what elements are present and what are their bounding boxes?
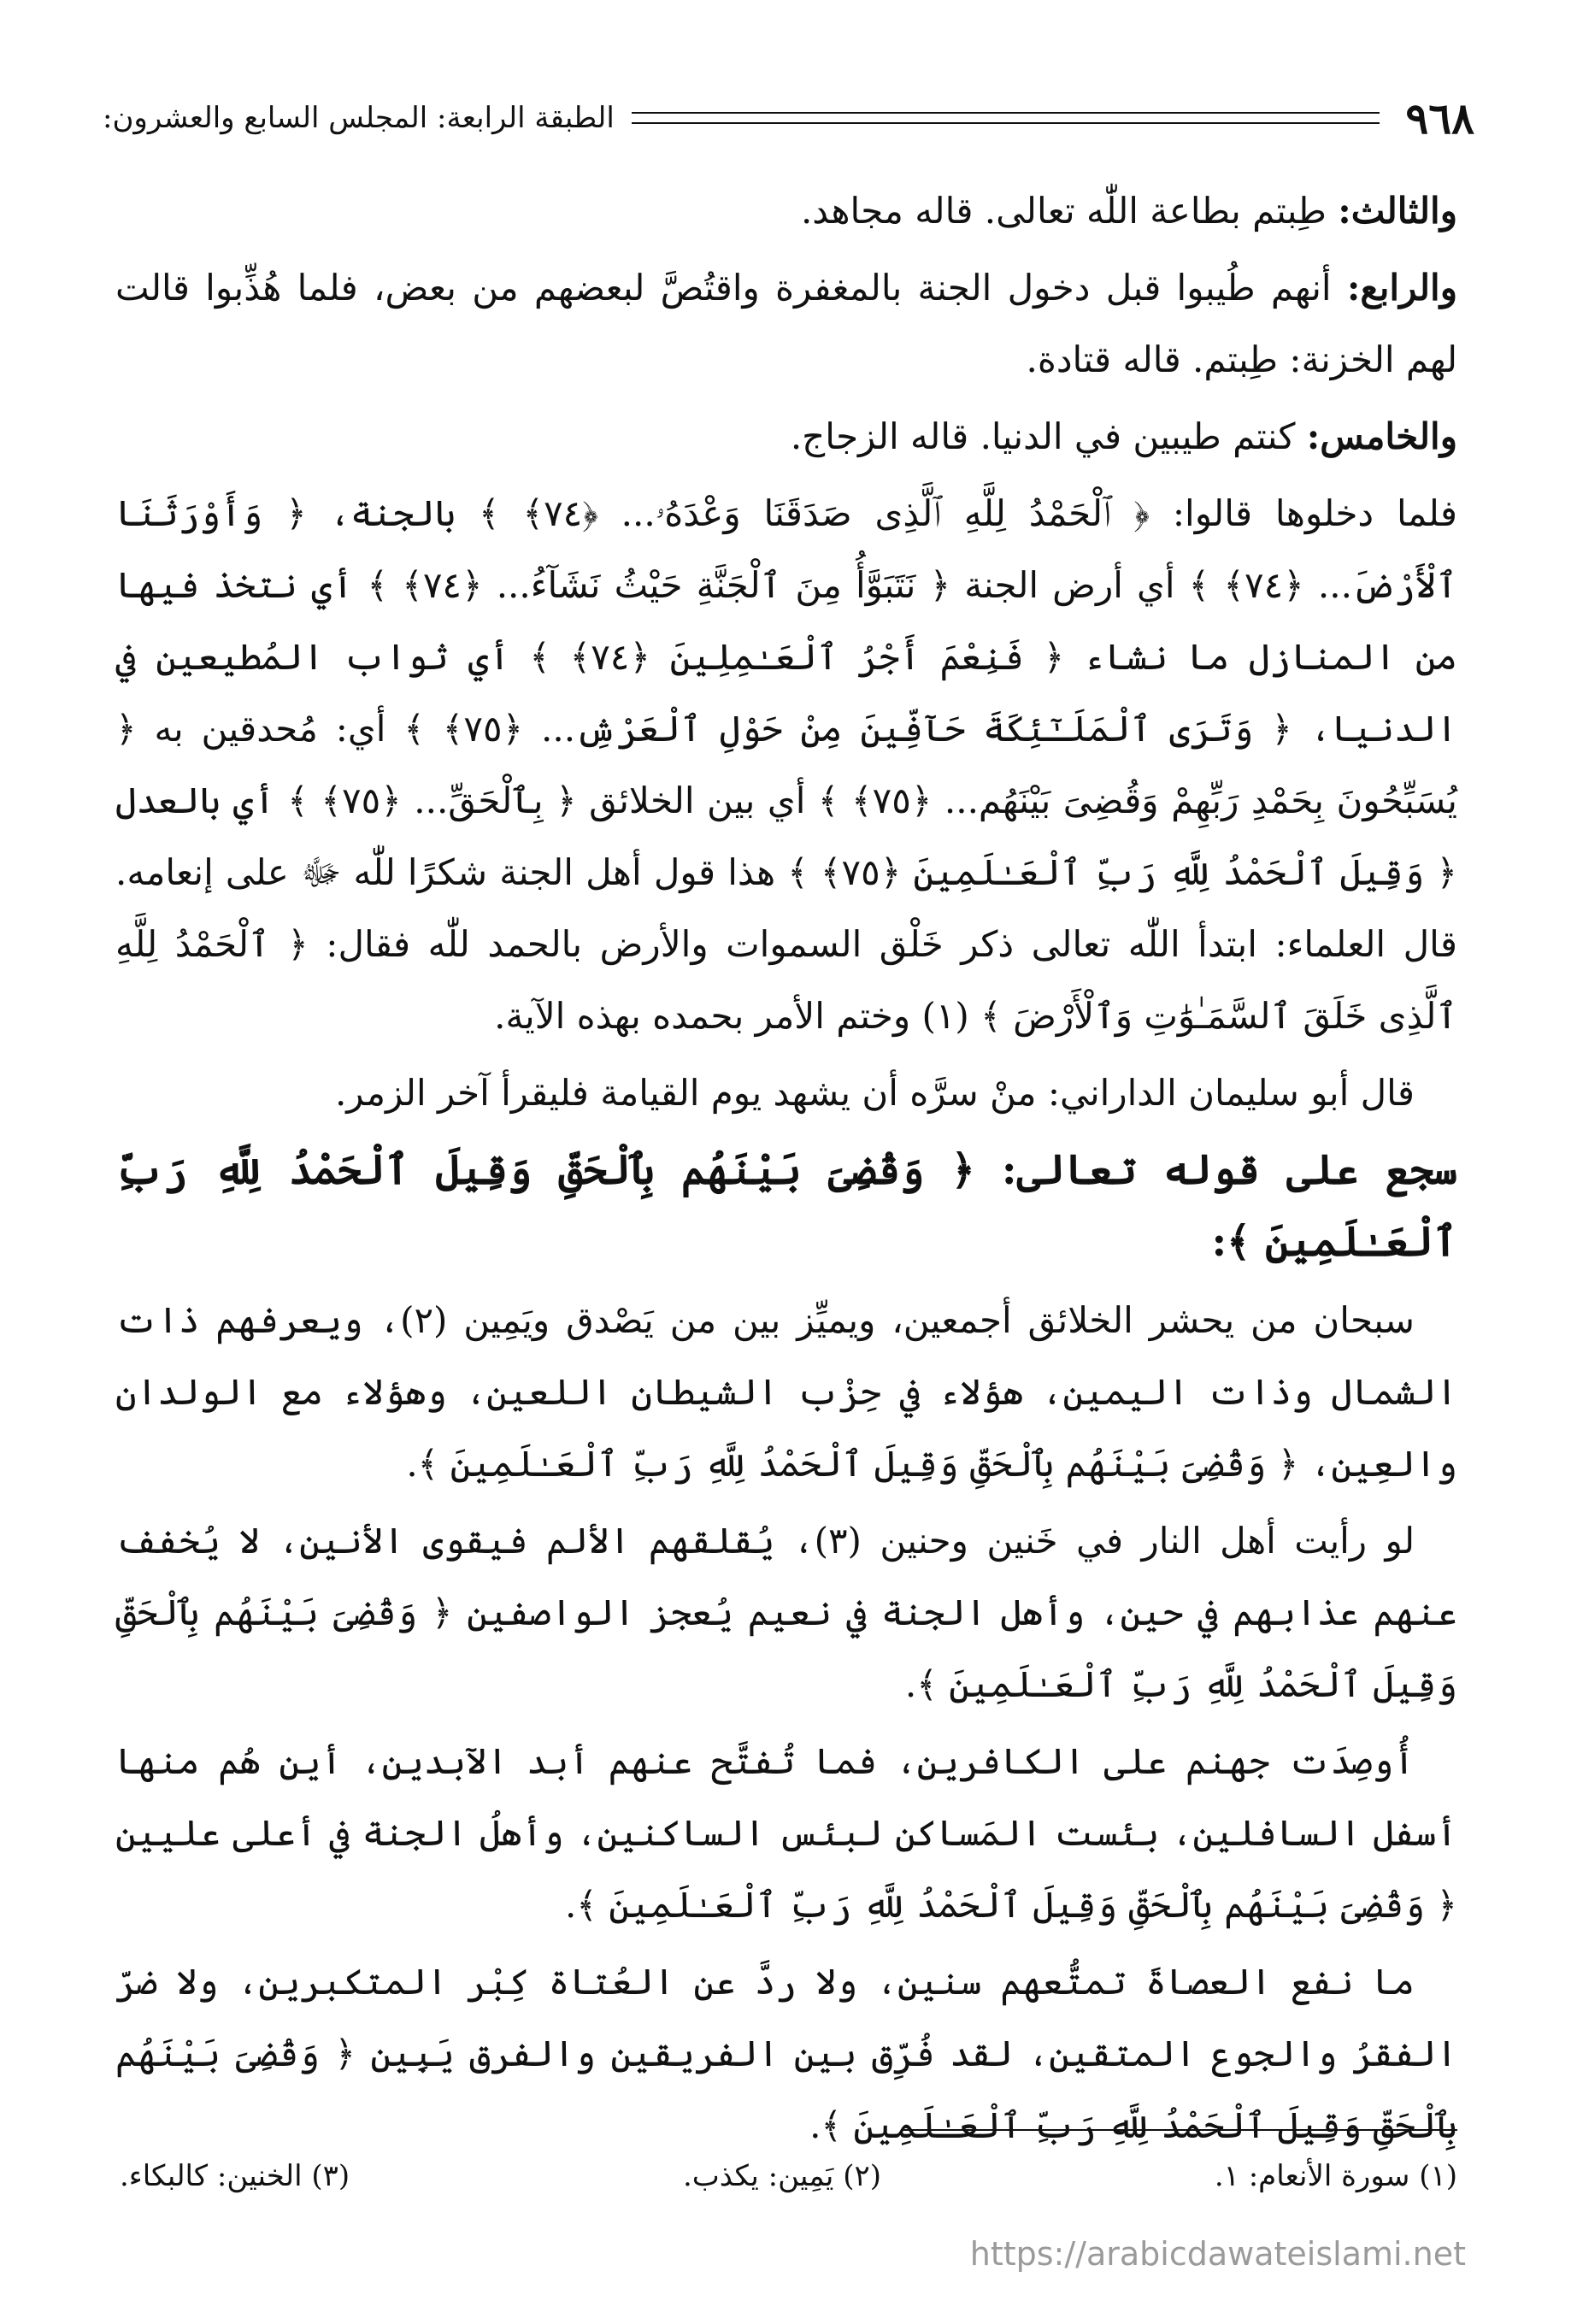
page-number: ٩٦٨: [1405, 92, 1474, 144]
page-body: [115, 175, 1457, 2167]
paragraph-text: فلما دخلوها قالوا: ﴿ ٱلْحَمْدُ لِلَّهِ ٱلَّذِى صَدَقَنَا وَعْدَهُۥ... ﴿٧٤﴾ ﴾ بالجنة، ﴿ وَأَوْرَثَنَا ٱلْأَرْضَ... ﴿٧٤﴾ ﴾ أي أرض الجنة ﴿ نَتَبَوَّأُ مِنَ ٱلْجَنَّةِ حَيْثُ نَشَآءُ... ﴿٧٤﴾ ﴾ أي نتخذ فيها من المنازل ما نشاء ﴿ فَنِعْمَ أَجْرُ ٱلْعَـٰمِلِينَ ﴿٧٤﴾ ﴾ أي ثواب المُطيعين في الدنيا، ﴿ وَتَرَى ٱلْمَلَـٰٓئِكَةَ حَآفِّينَ مِنْ حَوْلِ ٱلْعَرْشِ... ﴿٧٥﴾ ﴾ أي: مُحدقين به ﴿ يُسَبِّحُونَ بِحَمْدِ رَبِّهِمْ وَقُضِىَ بَيْنَهُم... ﴿٧٥﴾ ﴾ أي بين الخلائق ﴿ بِٱلْحَقِّ... ﴿٧٥﴾ ﴾ أي بالعدل ﴿ وَقِيلَ ٱلْحَمْدُ لِلَّهِ رَبِّ ٱلْعَـٰلَمِينَ ﴿٧٥﴾ ﴾ هذا قول أهل الجنة شكرًا للّٰه ﷻ على إنعامه. قال العلماء: ابتدأ اللّٰه تعالى ذكر خَلْق السموات والأرض بالحمد للّٰه فقال: ﴿ ٱلْحَمْدُ لِلَّهِ ٱلَّذِى خَلَقَ ٱلسَّمَـٰوَٰتِ وَٱلْأَرْضَ ﴾ (١) وختم الأمر بحمده بهذه الآية.: [115, 492, 1458, 1037]
page-header: [103, 92, 1474, 144]
paragraph-text: قال أبو سليمان الداراني: منْ سرَّه أن يشهد يوم القيامة فليقرأ آخر الزمر.: [334, 1072, 1415, 1114]
paragraph-lead: والخامس:: [1306, 415, 1457, 457]
footnote-1: (١) سورة الأنعام: ١.: [1214, 2159, 1457, 2193]
saj-paragraph: أُوصِدَت جهنم على الكافرين، فما تُفتَّح عنهم أبد الآبدين، أين هُم منها أسفل السافلين، بئست المَساكن لبئس الساكنين، وأهلُ الجنة في أعلى عليين ﴿ وَقُضِىَ بَيْنَهُم بِٱلْحَقِّ وَقِيلَ ٱلْحَمْدُ لِلَّهِ رَبِّ ٱلْعَـٰلَمِينَ ﴾.: [115, 1740, 1457, 1926]
section-heading: سجع على قوله تعالى: ﴿ وَقُضِىَ بَيْنَهُم بِٱلْحَقِّ وَقِيلَ ٱلْحَمْدُ لِلَّهِ رَبِّ ٱلْعَـٰلَمِينَ ﴾:: [115, 1146, 1457, 1266]
running-title: الطبقة الرابعة: المجلس السابع والعشرون:: [103, 101, 615, 135]
paragraph-third-opinion: [115, 175, 1457, 247]
saj-paragraph: ما نفع العصاةَ تمتُّعهم سنين، ولا ردَّ عن العُتاة كِبْر المتكبرين، ولا ضرّ الفقرُ والجوع المتقين، لقد فُرِّق بين الفريقين والفرق يَبِين ﴿ وَقُضِىَ بَيْنَهُم بِٱلْحَقِّ وَقِيلَ ٱلْحَمْدُ لِلَّهِ رَبِّ ٱلْعَـٰلَمِينَ ﴾.: [115, 1961, 1457, 2146]
paragraph-fifth-opinion: [115, 401, 1457, 473]
paragraph-fourth-opinion: [115, 252, 1457, 396]
footnote-2: (٢) يَمِين: يكذب.: [682, 2159, 881, 2193]
paragraph-quote: [115, 1057, 1457, 1129]
header-double-rule: [632, 112, 1380, 124]
saj-paragraph: لو رأيت أهل النار في خَنين وحنين (٣)، يُقلقهم الألم فيقوى الأنين، لا يُخفف عنهم عذابهم في حين، وأهل الجنة في نعيم يُعجز الواصفين ﴿ وَقُضِىَ بَيْنَهُم بِٱلْحَقِّ وَقِيلَ ٱلْحَمْدُ لِلَّهِ رَبِّ ٱلْعَـٰلَمِينَ ﴾.: [115, 1520, 1457, 1705]
watermark-url: https://arabicdawateislami.net: [969, 2235, 1466, 2273]
footnote-separator: [902, 2129, 1457, 2131]
paragraph-text: كنتم طيبين في الدنيا. قاله الزجاج.: [790, 415, 1307, 457]
paragraph-lead: والرابع:: [1346, 267, 1457, 309]
paragraph-lead: والثالث:: [1338, 190, 1457, 232]
footnotes: [120, 2150, 1457, 2202]
paragraph-text: طِبتم بطاعة اللّٰه تعالى. قاله مجاهد.: [800, 190, 1339, 232]
footnote-3: (٣) الخنين: كالبكاء.: [120, 2159, 350, 2193]
saj-paragraph: سبحان من يحشر الخلائق أجمعين، ويميِّز بين من يَصْدق ويَمِين (٢)، ويعرفهم ذات الشمال وذات اليمين، هؤلاء في حِزْب الشيطان اللعين، وهؤلاء مع الولدان والعِين، ﴿ وَقُضِىَ بَيْنَهُم بِٱلْحَقِّ وَقِيلَ ٱلْحَمْدُ لِلَّهِ رَبِّ ٱلْعَـٰلَمِينَ ﴾.: [115, 1299, 1457, 1485]
paragraph-text: أنهم طُيبوا قبل دخول الجنة بالمغفرة واقتُصَّ لبعضهم من بعض، فلما هُذِّبوا قالت لهم الخزنة: طِبتم. قاله قتادة.: [115, 267, 1457, 380]
paragraph-tafsir: [115, 478, 1457, 1052]
